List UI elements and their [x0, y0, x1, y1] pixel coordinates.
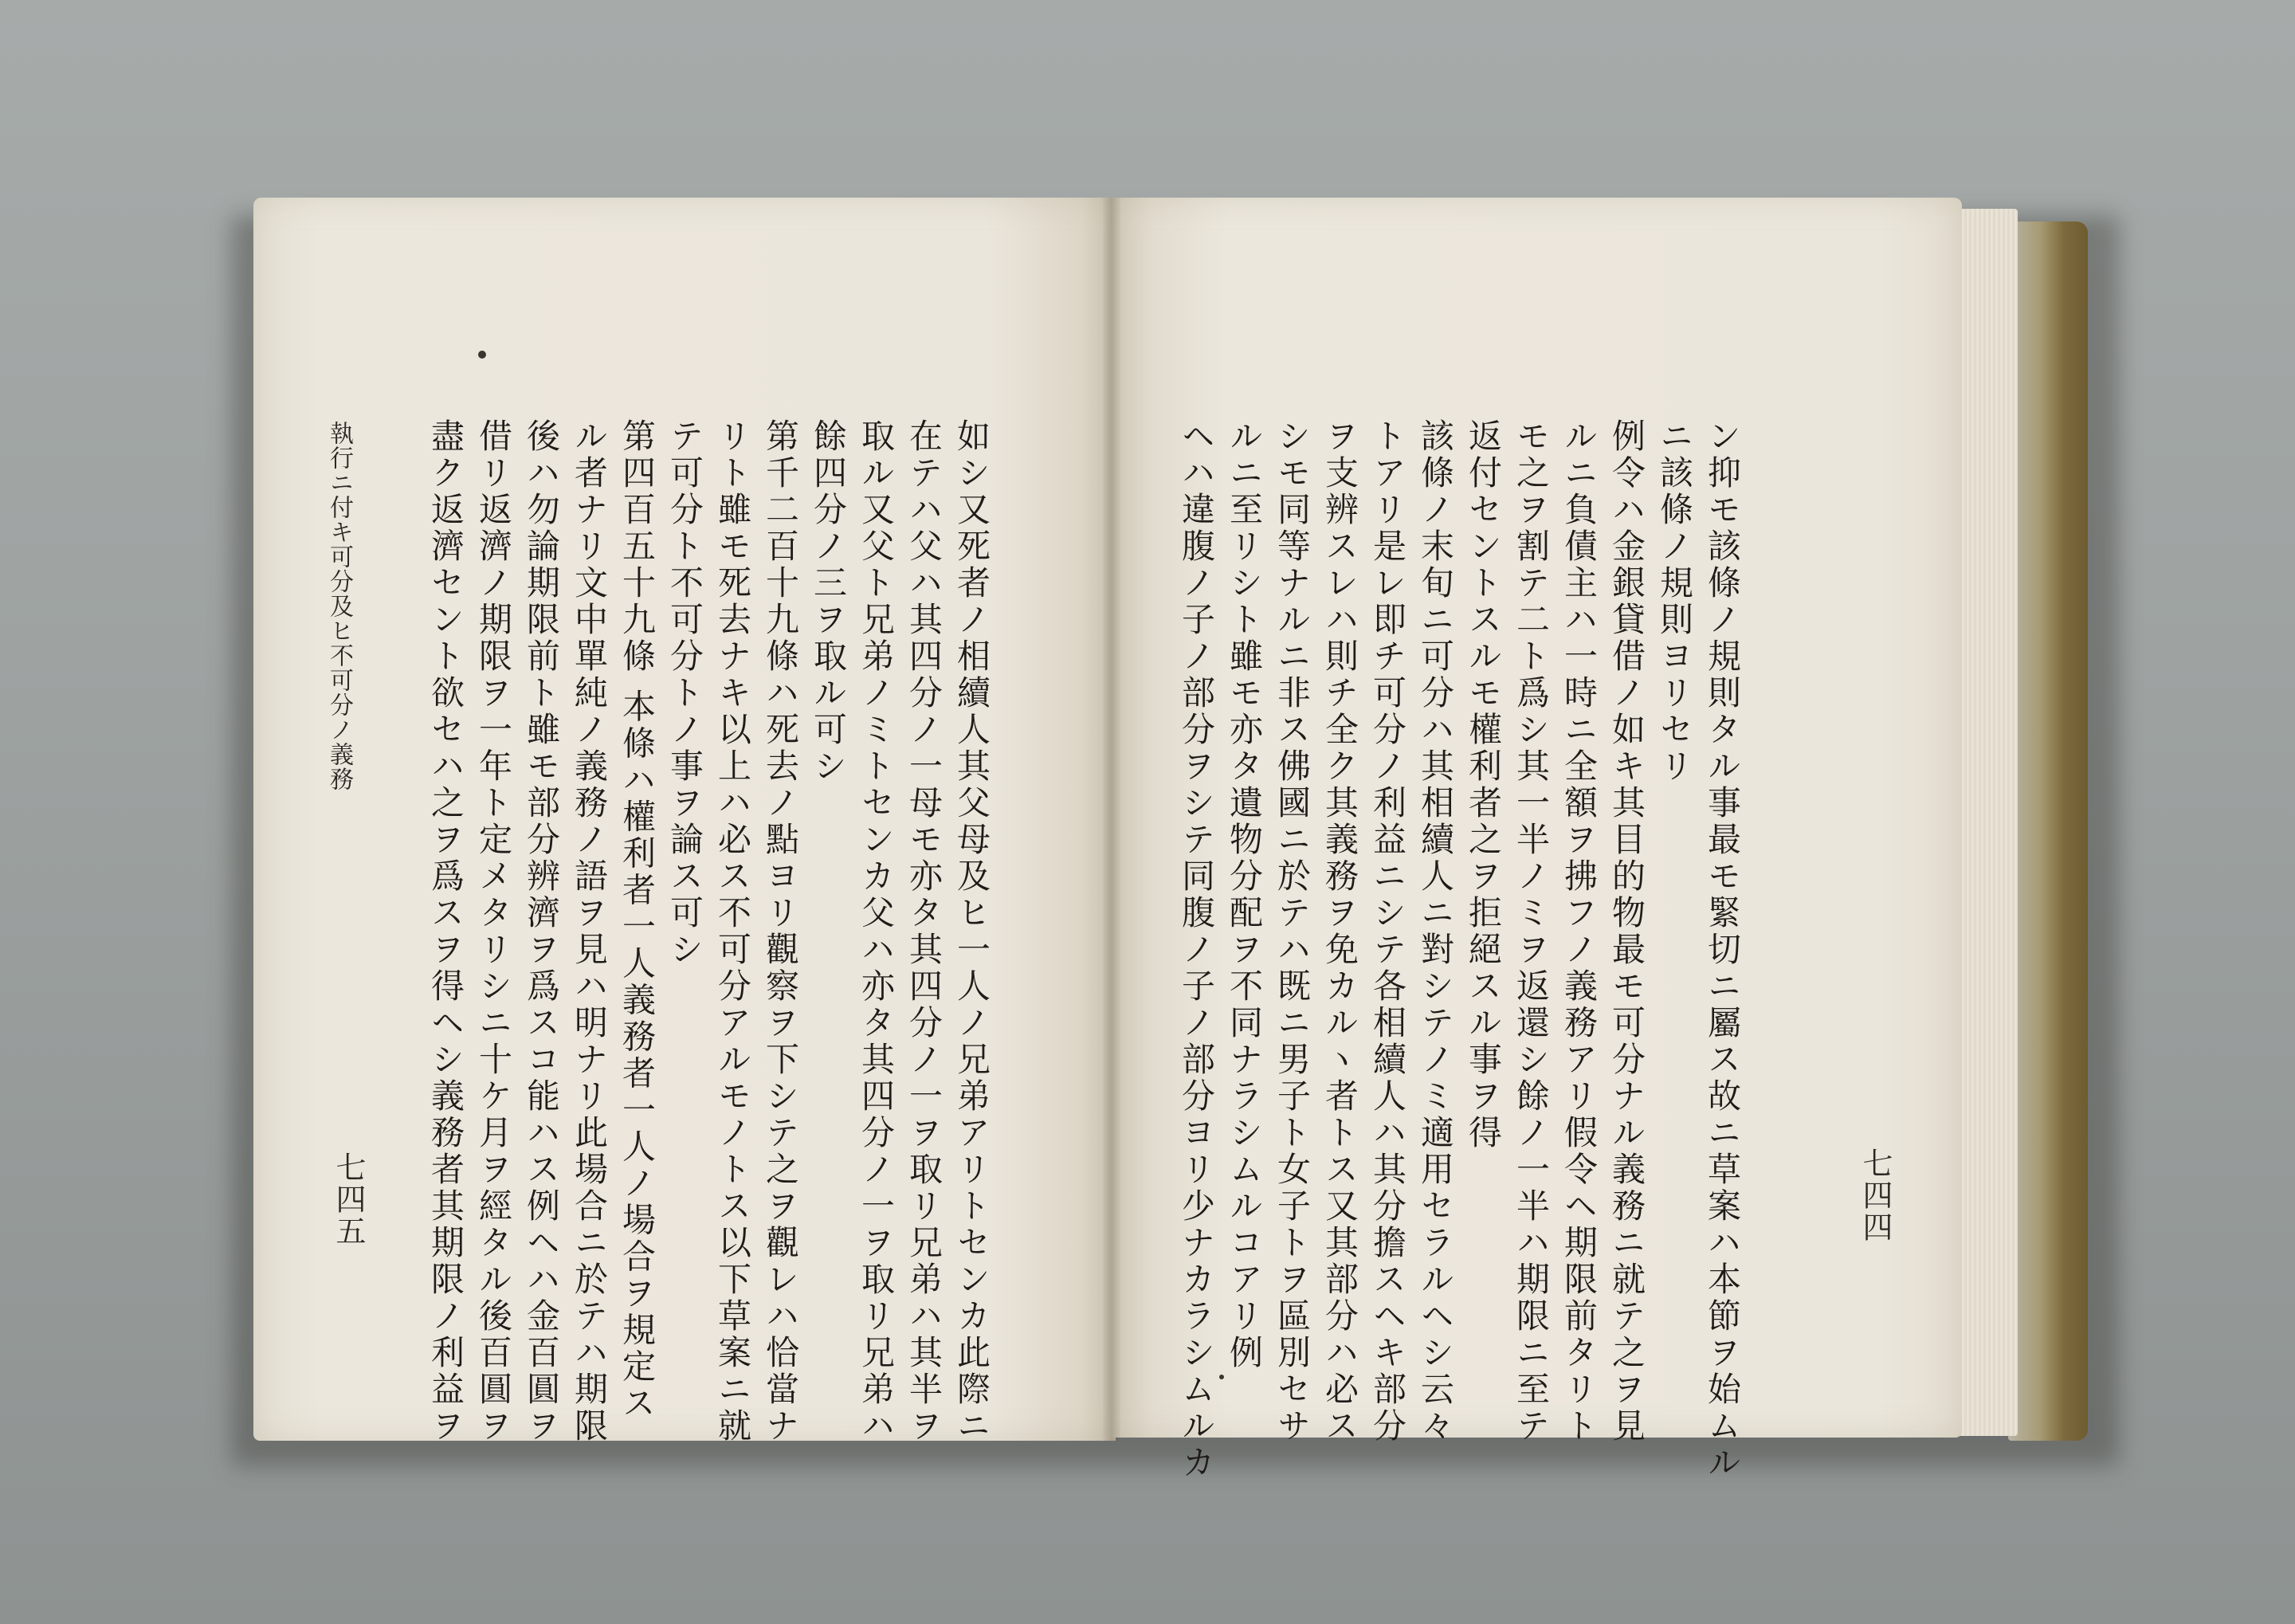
text-column: ン抑モ該條ノ規則タル事最モ緊切ニ屬ス故ニ草案ハ本節ヲ始ムル — [1703, 418, 1742, 1481]
text-column: 第千二百十九條ハ死去ノ點ヨリ觀察ヲ下シテ之ヲ觀レハ恰當ナ — [761, 418, 800, 1445]
text-column: シモ同等ナルニ非ス佛國ニ於テハ既ニ男子ト女子トヲ區別セサ — [1273, 418, 1312, 1445]
text-column: 餘四分ノ三ヲ取ル可シ — [809, 418, 848, 785]
ink-speck — [478, 351, 486, 359]
running-head: 執行ニ付キ可分及ヒ不可分ノ義務 — [325, 421, 353, 791]
text-column: ヲ支辨スレハ則チ全ク其義務ヲ免カルヽ者トス又其部分ハ必ス — [1320, 418, 1359, 1445]
text-column: ルニ至リシト雖モ亦タ遺物分配ヲ不同ナラシムルコアリ例 — [1225, 418, 1264, 1371]
text-column: 例令ハ金銀貸借ノ如キ其目的物最モ可分ナル義務ニ就テ之ヲ見 — [1607, 418, 1646, 1445]
ink-speck — [1219, 1375, 1224, 1379]
text-column: 取ル又父ト兄弟ノミトセンカ父ハ亦タ其四分ノ一ヲ取リ兄弟ハ — [857, 418, 896, 1445]
text-column: 後ハ勿論期限前ト雖モ部分辨濟ヲ爲スコ能ハス例ヘハ金百圓ヲ — [522, 418, 561, 1445]
book-cover-edge — [2008, 222, 2088, 1441]
text-column: 在テハ父ハ其四分ノ一母モ亦タ其四分ノ一ヲ取リ兄弟ハ其半ヲ — [904, 418, 944, 1445]
text-column: 該條ノ末旬ニ可分ハ其相續人ニ對シテノミ適用セラルヘシ云々 — [1416, 418, 1455, 1445]
text-column: ヘハ違腹ノ子ノ部分ヲシテ同腹ノ子ノ部分ヨリ少ナカラシムルカ — [1177, 418, 1216, 1481]
text-column: 借リ返濟ノ期限ヲ一年ト定メタリシニ十ケ月ヲ經タル後百圓ヲ — [474, 418, 513, 1445]
text-column: テ可分ト不可分トノ事ヲ論ス可シ — [665, 418, 704, 968]
text-column: ル者ナリ文中單純ノ義務ノ語ヲ見ハ明ナリ此場合ニ於テハ期限 — [570, 418, 609, 1445]
text-column: 如シ又死者ノ相續人其父母及ヒ一人ノ兄弟アリトセンカ此際ニ — [952, 418, 991, 1445]
text-column: 盡ク返濟セント欲セハ之ヲ爲スヲ得ヘシ義務者其期限ノ利益ヲ — [426, 418, 465, 1445]
book-gutter — [1103, 198, 1120, 1441]
text-column: リト雖モ死去ナキ以上ハ必ス不可分アルモノトス以下草案ニ就 — [713, 418, 752, 1445]
text-column: 第四百五十九條 本條ハ權利者一人義務者一人ノ場合ヲ規定ス — [618, 418, 657, 1422]
text-column: モ之ヲ割テ二ト爲シ其一半ノミヲ返還シ餘ノ一半ハ期限ニ至テ — [1512, 418, 1551, 1445]
text-column: ルニ負債主ハ一時ニ全額ヲ拂フノ義務アリ假令ヘ期限前タリト — [1559, 418, 1599, 1445]
text-column: ニ該條ノ規則ヨリセリ — [1655, 418, 1694, 785]
left-page-number: 七四五 — [331, 1151, 366, 1247]
text-column: トアリ是レ即チ可分ノ利益ニシテ各相續人ハ其分擔スヘキ部分 — [1368, 418, 1407, 1445]
text-column: 返付セントスルモ權利者之ヲ拒絕スル事ヲ得 — [1464, 418, 1503, 1151]
right-page-number: 七四四 — [1858, 1147, 1893, 1243]
